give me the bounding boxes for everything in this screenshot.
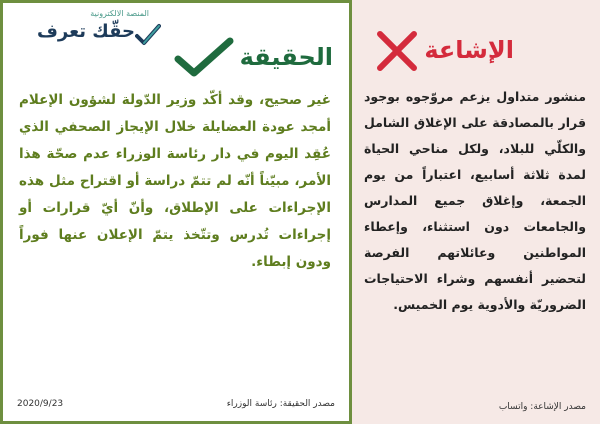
brand-name: حقّك تعرف <box>37 21 135 42</box>
rumor-heading <box>374 28 514 72</box>
rumor-source: مصدر الإشاعة: واتساب <box>498 402 586 412</box>
truth-heading <box>174 37 333 77</box>
red-x-icon <box>374 28 420 74</box>
truth-source: مصدر الحقيقة: رئاسة الوزراء <box>226 399 335 409</box>
brand-subtitle: المنصة الالكترونية <box>90 9 149 18</box>
publish-date: 2020/9/23 <box>17 399 64 409</box>
rumor-text: منشور متداول يزعم مروّجوه بوجود قرار بالمصادقة على الإغلاق الشامل والكلّي للبلاد، ولكل مناحي الحياة لمدة ثلاثة أسابيع، اعتباراً من يوم الجمعة، وإغلاق جميع المدارس والجامعات دون استثناء، وإعطاء المواطنين وعائلاتهم الفرصة لتحضير أنفسهم وشراء الاحتياجات الضروريّة والأدوية يوم الخميس. <box>364 89 586 312</box>
rumor-title: الإشاعة <box>424 36 514 64</box>
brand-logo <box>13 9 163 49</box>
truth-title: الحقيقة <box>239 43 333 71</box>
rumor-panel <box>352 0 600 424</box>
check-mark-logo-icon <box>135 23 161 47</box>
truth-text: غير صحيح، وقد أكّد وزير الدّولة لشؤون الإعلام أمجد عودة العضايلة خلال الإيجاز الصحفي الذي عُقِد اليوم في دار رئاسة الوزراء عدم صحّة هذا الأمر، مبيّناً أنّه لم تتمّ دراسة أو اقتراح مثل هذه الإجراءات على الإطلاق، وأنّ أيّ قرارات أو إجراءات تُدرس وتتّخذ يتمّ الإعلان عنها فوراً ودون إبطاء. <box>19 92 331 270</box>
green-check-icon <box>174 37 234 77</box>
